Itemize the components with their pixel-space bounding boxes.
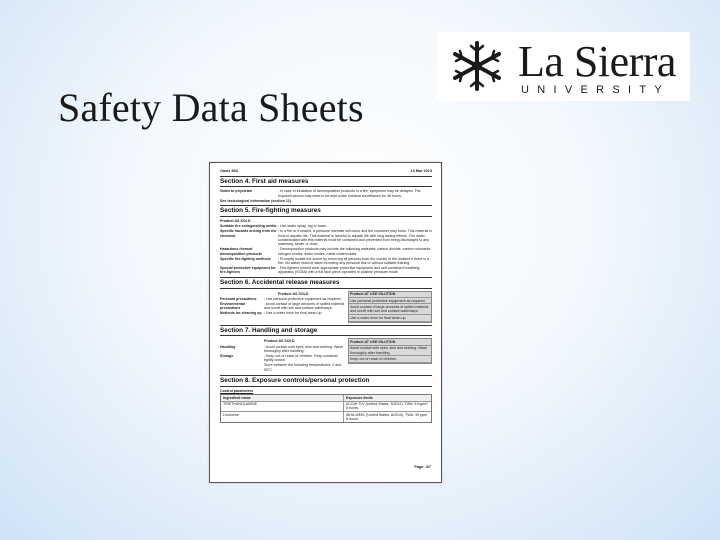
row-label: Personal precautions [220, 297, 257, 302]
logo-subtitle: UNIVERSITY [521, 84, 671, 96]
control-parameters: Control parameters [220, 388, 254, 393]
row-value: : Use a water rinse for final clean-up. [264, 311, 323, 316]
dilution-column [348, 291, 432, 323]
row-label: Special protective equipment for fire-fighters [220, 266, 276, 275]
section-4-title: Section 4. First aid measures [220, 176, 432, 188]
doc-row [220, 345, 345, 354]
doc-row [220, 257, 432, 266]
logo-name: La Sierra [518, 37, 676, 86]
sds-document-thumbnail [209, 162, 442, 483]
row-label: Environmental precautions [220, 302, 245, 311]
table-cell: TRIETHANOLAMINE [221, 402, 344, 412]
two-column-block [220, 291, 432, 323]
section-5-title: Section 5. Fire-fighting measures [220, 205, 432, 217]
row-label: Methods for cleaning up [220, 311, 262, 316]
exposure-table [220, 394, 432, 423]
row-label: Hazardous thermal decomposition products [220, 247, 262, 256]
row-value: : Keep out of reach of children. Keep container tightly closed. [264, 354, 339, 363]
row-value: : Use personal protective equipment as required. [264, 297, 342, 302]
row-label: Suitable fire extinguishing media [220, 224, 277, 229]
doc-product: Oasis 568 [220, 169, 238, 173]
dilution-column [348, 338, 432, 364]
doc-header [220, 169, 432, 174]
dilution-cell: Use a water rinse for final clean-up. [349, 315, 431, 321]
two-column-block [220, 338, 432, 372]
slide-title: Safety Data Sheets [58, 85, 364, 130]
doc-row [220, 297, 345, 301]
col-head: Product AT USE DILUTION [349, 339, 431, 345]
dilution-cell: Use personal protective equipment as required. [349, 298, 431, 304]
row-value: : In a fire or if heated, a pressure increase will occur and the container may burst. This material is toxic to aquatic life. This material is harmful to aquatic life with long lasting effects. Fire water contaminated with this material must be contained and prevented from being discharged to any waterway, sewer or drain. [278, 229, 432, 247]
col-head: Product AS SOLD [278, 291, 309, 296]
section-6-title: Section 6. Accidental release measures [220, 277, 432, 289]
dilution-cell: Keep out of reach of children. [349, 356, 431, 362]
col-header: Ingredient name [221, 395, 344, 401]
doc-row [220, 224, 432, 228]
table-cell: AIHA WEEL (United States, 8/2010). TWA: 30 ppm 8 hours. [346, 413, 427, 422]
doc-date: 13 Mar 2013 [410, 169, 432, 173]
table-cell: ACGIH TLV (United States, 3/2012). TWA: 5 mg/m³ 8 hours. [346, 402, 428, 411]
row-value: : Promptly isolate the scene by removing all persons from the vicinity of the incident if there is a fire. No action shall be taken involving any personal risk or without suitable training. [278, 256, 430, 266]
page-number: Page: 3/7 [414, 465, 431, 470]
doc-row [220, 363, 345, 372]
row-label: Specific hazards arising from the chemical [220, 229, 277, 238]
as-sold-column [220, 338, 345, 372]
row-label: Specific fire-fighting methods [220, 256, 271, 261]
as-sold-column [220, 291, 345, 323]
row-value: : In case of inhalation of decomposition products in a fire, symptoms may be delayed. The exposed person may need to be kept under medical surveillance for 48 hours. [278, 189, 421, 198]
section-7-title: Section 7. Handling and storage [220, 325, 432, 337]
col-head: Product AS SOLD [264, 339, 295, 344]
doc-row [220, 229, 432, 247]
dilution-cell: Avoid contact of large amounts of spilled material and runoff with soil and surface waterways. [349, 304, 431, 315]
row-value: : Avoid contact with eyes, skin and clothing. Wash thoroughly after handling. [264, 344, 344, 354]
row-value: : Use water spray, fog or foam. [278, 224, 327, 229]
row-value: : Fire-fighters should wear appropriate protective equipment and self-contained breathing apparatus (SCBA) with a full face-piece operated in positive pressure mode. [278, 266, 420, 275]
doc-row [220, 266, 432, 275]
doc-row [220, 354, 345, 363]
see-note: See toxicological information (section 11) [220, 198, 291, 203]
snowflake-icon [445, 39, 509, 93]
section-8-title: Section 8. Exposure controls/personal protection [220, 375, 432, 387]
dilution-cell: Avoid contact with eyes, skin and clothing. Wash thoroughly after handling. [349, 346, 431, 357]
table-row [221, 402, 431, 413]
row-value: : Avoid contact of large amounts of spilled material and runoff with soil and surface waterways. [264, 302, 345, 311]
row-label: Storage [220, 354, 234, 359]
row-label: Handling [220, 344, 236, 349]
doc-row [220, 247, 432, 256]
doc-row [220, 302, 345, 311]
temp-note: Store between the following temperatures: 0 and 50°C [264, 363, 342, 372]
university-logo [437, 32, 690, 101]
table-row [221, 412, 431, 422]
row-label: Notes to physician [220, 189, 252, 194]
subhead: Product AS SOLD [220, 218, 251, 223]
table-cell: Limonene [221, 412, 344, 422]
col-head: Product AT USE DILUTION [349, 292, 431, 298]
row-value: : Decomposition products may include the following materials: carbon dioxide, carbon monoxide, nitrogen oxides, sulfur oxides, metal oxide/oxides [278, 247, 432, 256]
doc-row [220, 189, 432, 198]
col-header: Exposure limits [344, 395, 431, 401]
doc-row [220, 311, 345, 315]
